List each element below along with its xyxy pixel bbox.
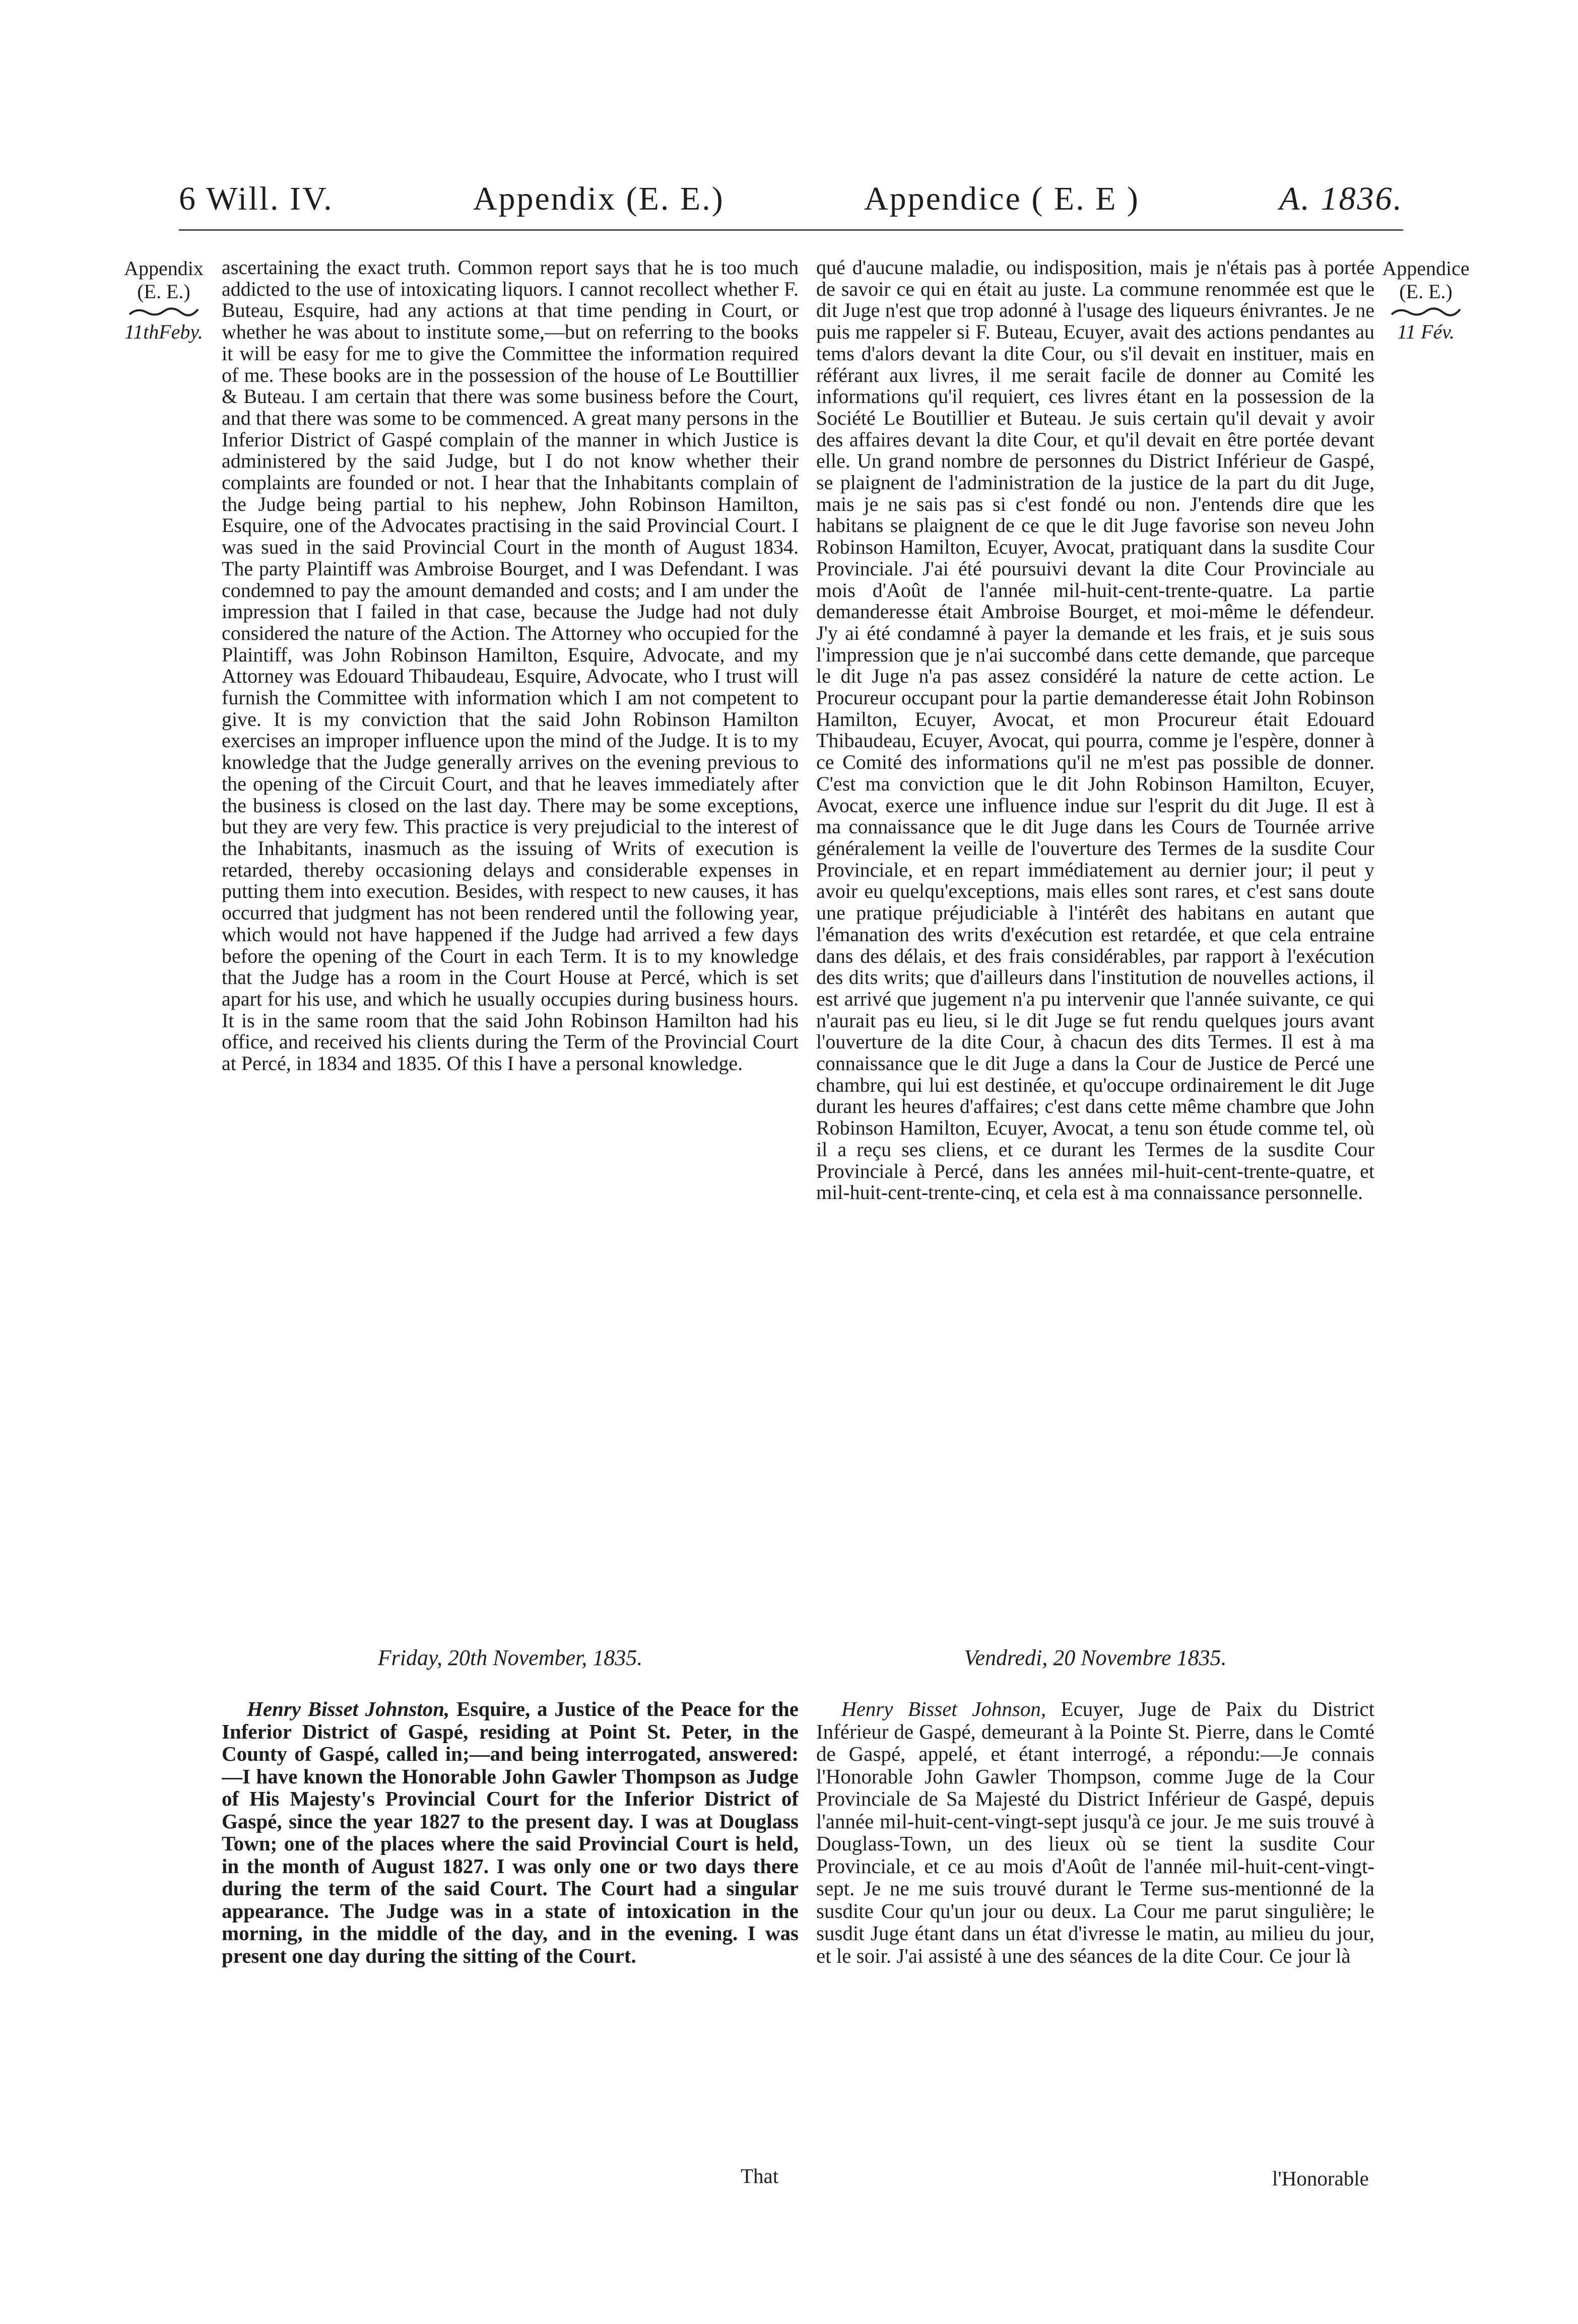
- margin-right-date: 11 Fév.: [1397, 320, 1455, 343]
- margin-right-code: (E. E.): [1399, 280, 1453, 303]
- margin-left-flourish: [128, 306, 199, 317]
- french-witness-paragraph: [816, 1698, 1374, 1967]
- margin-left-code: (E. E.): [137, 280, 190, 303]
- french-witness-testimony: Ecuyer, Juge de Paix du District Inférieur de Gaspé, demeurant à la Pointe St. Pierre, dans le Comté de Gaspé, appelé, et étant interrogé, a répondu:—Je connais l'Honorable John Gawler Thompson, comme Juge de la Cour Provinciale de Sa Majesté du District Inférieur de Gaspé, depuis l'année mil-huit-cent-vingt-sept jusqu'à ce jour. Je me suis trouvé à Douglass-Town, un des lieux où se tient la susdite Cour Provinciale, et ce au mois d'Août de l'année mil-huit-cent-vingt-sept. Je ne me suis trouvé durant le Terme sus-mentionné de la susdite Cour qu'un jour ou deux. La Cour me parut singulière; le susdit Juge étant dans un état d'ivresse le matin, au milieu du jour, et le soir. J'ai assisté à une des séances de la dite Cour. Ce jour là: [816, 1698, 1374, 1967]
- margin-left-date: 11thFeby.: [124, 320, 203, 343]
- margin-note-right: [1370, 257, 1481, 344]
- english-session-date: Friday, 20th November, 1835.: [377, 1645, 643, 1670]
- french-column-bottom: [816, 1698, 1374, 2161]
- english-catchword: That: [741, 2164, 779, 2187]
- header-rule: [179, 229, 1403, 231]
- french-testimony-continued: qué d'aucune maladie, ou indisposition, mais je n'étais pas à portée de savoir ce qui en était au juste. La commune renommée est que le dit Juge n'est que trop adonné à l'usage des liqueurs énivrantes. Je ne puis me rappeler si F. Buteau, Ecuyer, avait des actions pendantes au tems d'alors devant la dite Cour, ou s'il devait en instituer, mais en référant aux livres, il me serait facile de donner au Comité les informations qu'il requiert, ces livres étant en la possession de la Société Le Boutillier et Buteau. Je suis certain qu'il devait y avoir des affaires devant la dite Cour, et qu'il devait en être portée devant elle. Un grand nombre de personnes du District Inférieur de Gaspé, se plaignent de l'administration de la justice de la part du dit Juge, mais je ne sais pas si c'est fondé ou non. J'entends dire que les habitans se plaignent de ce que le dit Juge favorise son neveu John Robinson Hamilton, Ecuyer, Avocat, pratiquant dans la susdite Cour Provinciale. J'ai été poursuivi devant la dite Cour Provinciale au mois d'Août de l'année mil-huit-cent-trente-quatre. La partie demanderesse était Ambroise Bourget, et moi-même le défendeur. J'y ai été condamné à payer la demande et les frais, et je suis sous l'impression que je n'ai succombé dans cette demande, que parceque le dit Juge n'a pas assez considéré la nature de cette action. Le Procureur occupant pour la partie demanderesse était John Robinson Hamilton, Ecuyer, Avocat, et mon Procureur était Edouard Thibaudeau, Ecuyer, Avocat, qui pourra, comme je l'espère, donner à ce Comité des informations qu'il ne m'est pas possible de donner. C'est ma conviction que le dit John Robinson Hamilton, Ecuyer, Avocat, exerce une influence indue sur l'esprit du dit Juge. Il est à ma connaissance que le dit Juge dans les Cours de Tournée arrive généralement la veille de l'ouverture des Termes de la susdite Cour Provinciale, et en repart immédiatement au dernier jour; il peut y avoir eu quelqu'exceptions, mais elles sont rares, et c'est sans doute une pratique préjudiciable à l'intérêt des habitans en autant que l'émanation des writs d'exécution est retardée, et que cela entraine dans des délais, et des frais considérables, par rapport à l'exécution des dits writs; que d'ailleurs dans l'institution de nouvelles actions, il est arrivé que jugement n'a pu intervenir que l'année suivante, ce qui n'aurait pas eu lieu, si le dit Juge se fut rendu quelques jours avant l'ouverture de la dite Cour, à chacun des dits Termes. Il est à ma connaissance que le dit Juge a dans la Cour de Justice de Percé une chambre, qui lui est destinée, et qu'occupe ordinairement le dit Juge durant les heures d'affaires; c'est dans cette même chambre que John Robinson Hamilton, Ecuyer, Avocat, a tenu son étude comme tel, où il a reçu ses cliens, et ce durant les Termes de la susdite Cour Provinciale à Percé, dans les années mil-huit-cent-trente-quatre, et mil-huit-cent-trente-cinq, et cela est à ma connaissance personnelle.: [816, 257, 1374, 1204]
- header-appendix-fr: Appendice ( E. E ): [864, 180, 1140, 217]
- french-catchword: l'Honorable: [1272, 2167, 1369, 2190]
- header-session: 6 Will. IV.: [179, 180, 334, 217]
- running-header: [179, 174, 1403, 224]
- english-witness-testimony: Esquire, a Justice of the Peace for the Inferior District of Gaspé, residing at Point St. Peter, in the County of Gaspé, called in;—and being interrogated, answered:—I have known the Honorable John Gawler Thompson as Judge of His Majesty's Provincial Court for the Inferior District of Gaspé, since the year 1827 to the present day. I was at Douglass Town; one of the places where the said Provincial Court is held, in the month of August 1827. I was only one or two days there during the term of the said Court. The Court had a singular appearance. The Judge was in a state of intoxication in the morning, in the middle of the day, and in the evening. I was present one day during the sitting of the Court.: [222, 1698, 799, 1967]
- margin-right-appendix: Appendice: [1382, 257, 1470, 280]
- english-column-bottom: [222, 1698, 799, 2161]
- english-witness-paragraph: [222, 1698, 799, 1967]
- english-column-top: [222, 257, 799, 1668]
- french-witness-name: Henry Bisset Johnson,: [841, 1698, 1046, 1720]
- header-appendix-en: Appendix (E. E.): [473, 180, 725, 217]
- english-witness-name: Henry Bisset Johnston,: [247, 1698, 450, 1720]
- french-column-top: [816, 257, 1374, 1668]
- french-session-date: Vendredi, 20 Novembre 1835.: [964, 1645, 1227, 1670]
- margin-left-appendix: Appendix: [124, 257, 204, 280]
- margin-right-flourish: [1391, 306, 1461, 317]
- english-testimony-continued: ascertaining the exact truth. Common report says that he is too much addicted to the use of intoxicating liquors. I cannot recollect whether F. Buteau, Esquire, had any actions at that time pending in Court, or whether he was about to institute some,—but on referring to the books it will be easy for me to give the Committee the information required of me. These books are in the possession of the house of Le Bouttillier & Buteau. I am certain that there was some business before the Court, and that there was some to be commenced. A great many persons in the Inferior District of Gaspé complain of the manner in which Justice is administered by the said Judge, but I do not know whether their complaints are founded or not. I hear that the Inhabitants complain of the Judge being partial to his nephew, John Robinson Hamilton, Esquire, one of the Advocates practising in the said Provincial Court. I was sued in the said Provincial Court in the month of August 1834. The party Plaintiff was Ambroise Bourget, and I was Defendant. I was condemned to pay the amount demanded and costs; and I am under the impression that I failed in that case, because the Judge had not duly considered the nature of the Action. The Attorney who occupied for the Plaintiff, was John Robinson Hamilton, Esquire, Advocate, and my Attorney was Edouard Thibaudeau, Esquire, Advocate, who I trust will furnish the Committee with information which I am not competent to give. It is my conviction that the said John Robinson Hamilton exercises an improper influence upon the mind of the Judge. It is to my knowledge that the Judge generally arrives on the evening previous to the opening of the Circuit Court, and that he leaves immediately after the business is closed on the last day. There may be some exceptions, but they are very few. This practice is very prejudicial to the interest of the Inhabitants, inasmuch as the issuing of Writs of execution is retarded, thereby occasioning delays and considerable expenses in putting them into execution. Besides, with respect to new causes, it has occurred that judgment has not been rendered until the following year, which would not have happened if the Judge had arrived a few days before the opening of the Court in each Term. It is to my knowledge that the Judge has a room in the Court House at Percé, which is set apart for his use, and which he usually occupies during business hours. It is in the same room that the said John Robinson Hamilton had his office, and received his clients during the Term of the Provincial Court at Percé, in 1834 and 1835. Of this I have a personal knowledge.: [222, 257, 799, 1075]
- header-year: A. 1836.: [1279, 180, 1403, 217]
- margin-note-left: [108, 257, 219, 344]
